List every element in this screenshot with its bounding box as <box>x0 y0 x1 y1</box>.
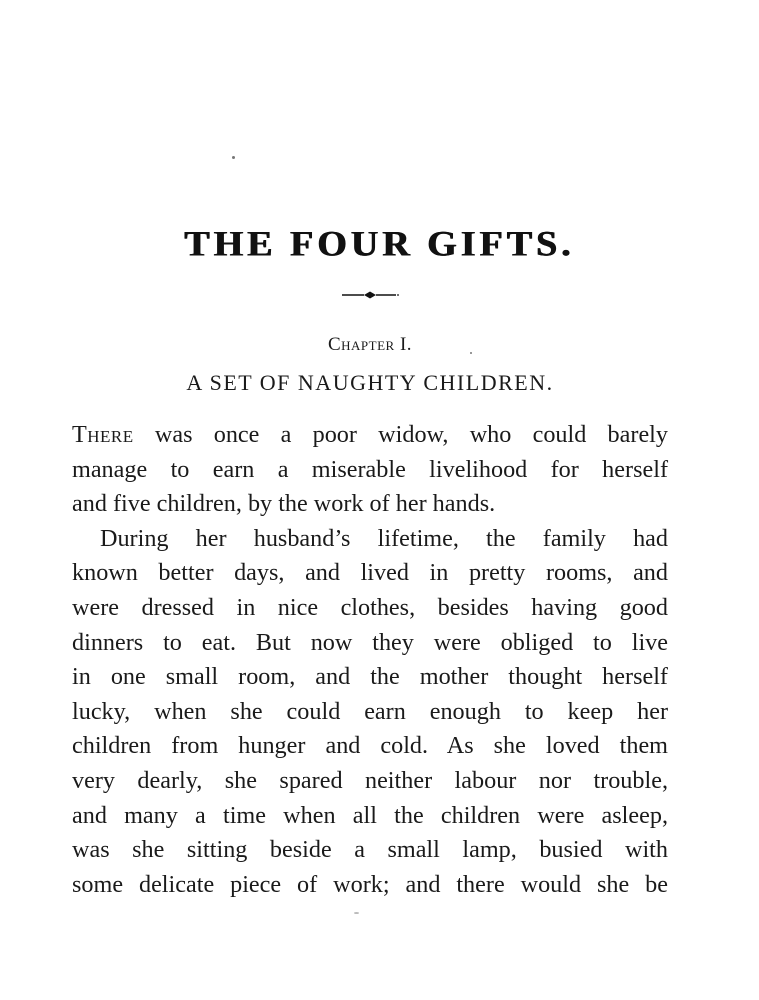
text-line: and five children, by the work of her hands. <box>72 490 496 518</box>
drop-word: There <box>72 421 134 448</box>
paper-speck <box>354 912 359 914</box>
text-line: lucky, when she could earn enough to keep her <box>72 697 668 725</box>
text-line: known better days, and lived in pretty rooms, and <box>72 559 668 587</box>
text-line <box>72 418 668 453</box>
text-line: some delicate piece of work; and there would she be <box>72 870 668 898</box>
text-line: and many a time when all the children were asleep, <box>72 801 668 829</box>
text-line: were dressed in nice clothes, besides having good <box>72 593 668 621</box>
text-line: During her husband’s lifetime, the family had <box>100 524 668 552</box>
text-line: manage to earn a miserable livelihood for herself <box>72 455 668 483</box>
text-line: children from hunger and cold. As she loved them <box>72 732 668 760</box>
chapter-heading: Chapter I. <box>327 334 413 355</box>
chapter-subtitle: A SET OF NAUGHTY CHILDREN. <box>186 370 554 395</box>
text-line: was she sitting beside a small lamp, busied with <box>72 836 668 864</box>
ornament-divider-icon <box>340 288 400 302</box>
paper-speck <box>232 156 235 159</box>
body-text <box>72 418 668 902</box>
text-line: dinners to eat. But now they were obliged to live <box>72 628 668 656</box>
text-line: very dearly, she spared neither labour nor trouble, <box>72 766 668 794</box>
text-line: in one small room, and the mother thought herself <box>72 663 668 691</box>
page-title: THE FOUR GIFTS. <box>184 224 575 264</box>
text-line-content: was once a poor widow, who could barely <box>133 421 668 448</box>
paper-speck <box>470 352 472 354</box>
